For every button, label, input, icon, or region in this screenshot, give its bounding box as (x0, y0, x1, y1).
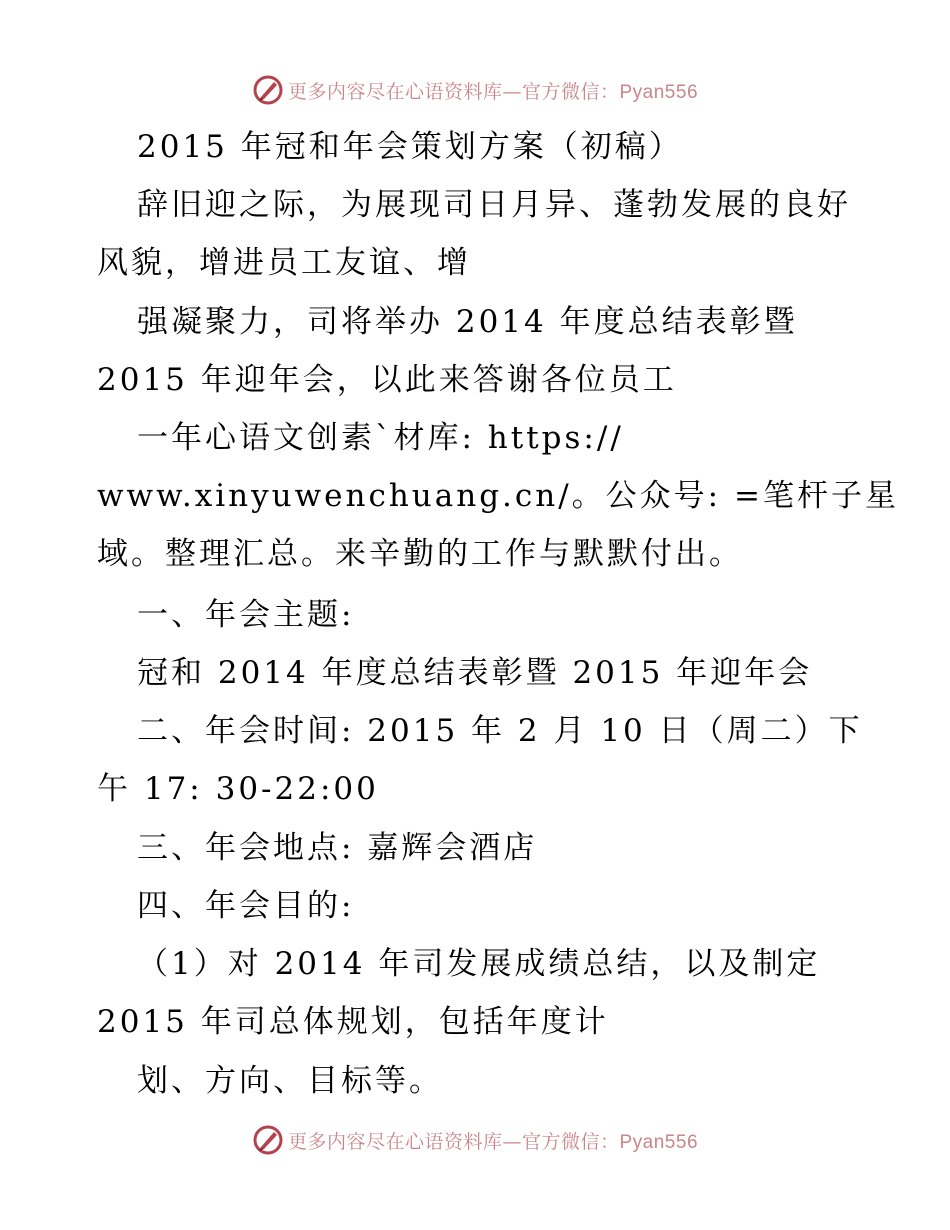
paragraph-line: 强凝聚力，司将举办 2014 年度总结表彰暨 (137, 304, 798, 340)
paragraph-line: 辞旧迎之际，为展现司日月异、蓬勃发展的良好 (137, 187, 851, 223)
section-heading-venue: 三、年会地点: 嘉辉会酒店 (137, 830, 538, 866)
paragraph-line: （1）对 2014 年司发展成绩总结，以及制定 (137, 946, 821, 982)
document-title: 2015 年冠和年会策划方案（初稿） (137, 129, 683, 165)
pen-seal-icon (252, 1124, 284, 1156)
wechat-id: Pyan556 (619, 81, 699, 103)
paragraph-line: 域。整理汇总。来辛勤的工作与默默付出。 (97, 536, 743, 572)
paragraph-line: 午 17: 30-22:00 (97, 771, 379, 807)
watermark-text: 更多内容尽在心语资料库—官方微信：Pyan556 (287, 80, 699, 103)
wechat-id: Pyan556 (619, 1131, 699, 1153)
section-heading-theme: 一、年会主题: (137, 597, 355, 633)
section-heading-time: 二、年会时间: 2015 年 2 月 10 日（周二）下 (137, 713, 863, 749)
paragraph-line: 一年心语文创素`材库: https:// (137, 420, 624, 456)
watermark-text: 更多内容尽在心语资料库—官方微信：Pyan556 (287, 1130, 699, 1153)
paragraph-line: 2015 年迎年会，以此来答谢各位员工 (97, 362, 677, 398)
pen-seal-icon (252, 74, 284, 106)
paragraph-line: 风貌，增进员工友谊、增 (97, 245, 471, 281)
paragraph-line: 2015 年司总体规划，包括年度计 (97, 1004, 609, 1040)
section-heading-purpose: 四、年会目的: (137, 888, 355, 924)
paragraph-line: 划、方向、目标等。 (137, 1063, 443, 1099)
watermark-footer (0, 1120, 950, 1160)
paragraph-line: www.xinyuwenchuang.cn/。公众号: =笔杆子星 (97, 478, 899, 514)
paragraph-line: 冠和 2014 年度总结表彰暨 2015 年迎年会 (137, 655, 813, 691)
watermark-header (0, 70, 950, 110)
